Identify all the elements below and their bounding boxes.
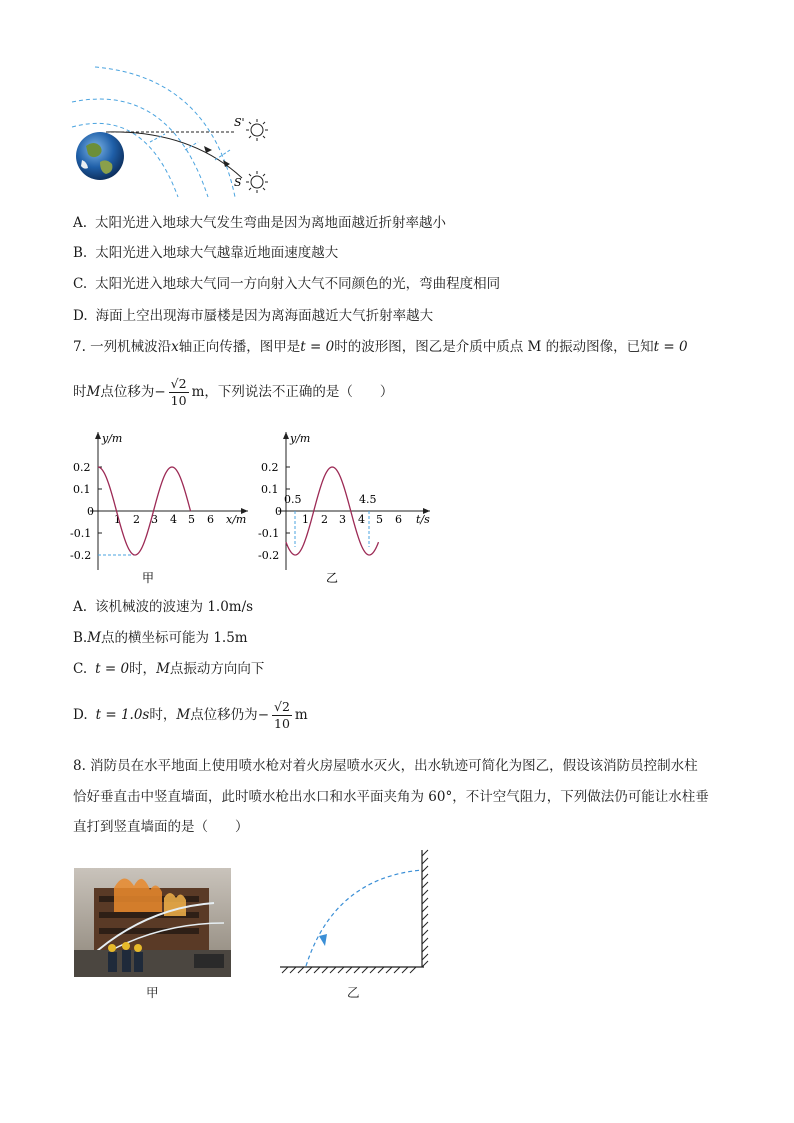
graph-yi — [258, 430, 443, 590]
q6-option-c: C. 太阳光进入地球大气同一方向射入大气不同颜色的光，弯曲程度相同 — [73, 276, 501, 292]
mark-label: 0.5 — [284, 493, 302, 506]
x-tick: 2 — [321, 513, 328, 526]
q6-option-d: D. 海面上空出现海市蜃楼是因为离海面越近大气折射率越大 — [73, 308, 434, 324]
graph-jia-xlabel: x/m — [226, 513, 247, 526]
x-tick: 2 — [133, 513, 140, 526]
q6-option-a: A. 太阳光进入地球大气发生弯曲是因为离地面越近折射率越小 — [73, 215, 447, 231]
x-tick: 4 — [170, 513, 177, 526]
x-tick: 5 — [188, 513, 195, 526]
photo-caption: 甲 — [146, 985, 159, 1000]
label-s-prime: S' — [234, 116, 245, 129]
sun-icon — [246, 171, 268, 193]
refraction-figure — [70, 62, 280, 200]
x-tick: 3 — [151, 513, 158, 526]
q8-stem-line2: 恰好垂直击中竖直墙面，此时喷水枪出水口和水平面夹角为 60°，不计空气阻力，下列做法仍可能让水柱垂 — [73, 789, 709, 805]
graph-jia — [70, 430, 255, 590]
y-tick: 0 — [87, 505, 94, 518]
displacement-fraction: $\frac{√2}{10}$ — [170, 376, 187, 408]
x-tick: 3 — [339, 513, 346, 526]
graph-yi-ylabel: y/m — [290, 432, 311, 445]
y-tick: -0.2 — [258, 549, 280, 562]
q8-stem-line1: 8. 消防员在水平地面上使用喷水枪对着火房屋喷水灭火，出水轨迹可简化为图乙，假设该消防员控制水柱 — [73, 758, 698, 774]
earth-icon — [76, 132, 124, 180]
y-tick: 0.1 — [73, 483, 91, 496]
y-tick: 0 — [275, 505, 282, 518]
displacement-fraction: $\frac{√2}{10}$ — [274, 699, 290, 731]
mark-label: 4.5 — [359, 493, 377, 506]
x-tick: 5 — [376, 513, 383, 526]
q7-stem-line1: 7. 一列机械波沿x轴正向传播，图甲是t = 0时的波形图，图乙是介质中质点 M 的振动图像，已知t = 0 — [73, 339, 688, 355]
x-tick: 6 — [395, 513, 402, 526]
label-s: S — [234, 176, 242, 189]
y-tick: 0.2 — [73, 461, 91, 474]
ray-arrow-2 — [223, 160, 230, 167]
q8-stem-line3: 直打到竖直墙面的是（ ） — [73, 819, 249, 835]
x-tick: 6 — [207, 513, 214, 526]
graph-jia-ylabel: y/m — [102, 432, 123, 445]
y-tick: -0.2 — [70, 549, 92, 562]
q7-stem-line2: 时M点位移为− $\frac{√2}{10}$ m，下列说法不正确的是（ ） — [73, 376, 394, 408]
sun-icon — [246, 119, 268, 141]
graph-yi-xlabel: t/s — [416, 513, 430, 526]
y-tick: 0.1 — [261, 483, 279, 496]
q6-option-b: B. 太阳光进入地球大气越靠近地面速度越大 — [73, 245, 339, 261]
firefighter-photo — [74, 868, 231, 977]
x-tick: 4 — [358, 513, 365, 526]
y-tick: -0.1 — [258, 527, 280, 540]
y-tick: 0.2 — [261, 461, 279, 474]
q7-option-c: C. t = 0时，M点振动方向向下 — [73, 661, 265, 677]
q7-option-a: A. 该机械波的波速为 1.0m/s — [73, 599, 254, 615]
trajectory-diagram — [276, 848, 436, 974]
trajectory-arrow — [319, 934, 327, 946]
y-tick: -0.1 — [70, 527, 92, 540]
q7-option-d: D. t = 1.0s时，M点位移仍为− $\frac{√2}{10}$ m — [73, 699, 308, 731]
x-tick: 1 — [114, 513, 121, 526]
q7-option-b: B.M点的横坐标可能为 1.5m — [73, 630, 248, 646]
graph-jia-caption: 甲 — [142, 571, 155, 585]
x-tick: 1 — [302, 513, 309, 526]
water-trajectory — [306, 870, 422, 966]
diagram-caption: 乙 — [347, 985, 360, 1000]
graph-yi-caption: 乙 — [326, 571, 339, 585]
